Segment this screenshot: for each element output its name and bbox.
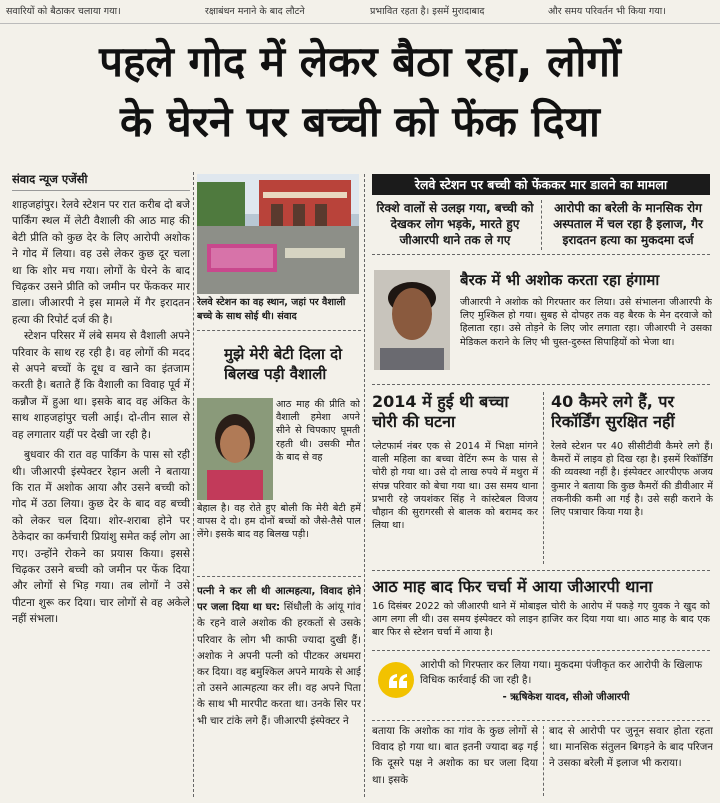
divider xyxy=(372,254,710,255)
column-divider xyxy=(193,172,194,797)
agency-byline: संवाद न्यूज एजेंसी xyxy=(12,172,88,186)
mother-box-heading: मुझे मेरी बेटी दिला दो बिलख पड़ी वैशाली xyxy=(224,345,342,383)
barrack-text: जीआरपी ने अशोक को गिरफ्तार कर लिया। उसे संभालना जीआरपी के लिए मुश्किल हो गया। सुबह से दोपहर तक वह बैरक के मेन दरवाजे को हिलाता रहा। उसे तोड़ने के लिए जोर लगाता रहा। जीआरपी ने उसका मेडिकल कराने के लिए भी चुस्त-दुरुस्त सिपाहियों को भेजा था। xyxy=(460,297,712,348)
top-strip-text-3: प्रभावित रहता है। इसमें मुरादाबाद xyxy=(370,6,485,17)
mother-photo xyxy=(197,398,273,500)
railway-box-left-sub: रिक्शे वालों से उलझ गया, बच्ची को देखकर लोग भड़के, मारते हुए जीआरपी थाने तक ले गए xyxy=(376,201,534,247)
story-2014-heading: 2014 में हुई थी बच्चा चोरी की घटना xyxy=(372,392,509,431)
main-story xyxy=(12,197,190,797)
railway-box-header: रेलवे स्टेशन पर बच्ची को फेंककर मार डालने का मामला xyxy=(372,174,710,195)
headline xyxy=(0,32,720,152)
mother-box-text-below: बेहाल है। वह रोते हुए बोली कि मेरी बेटी हमें वापस दे दो। हम दोनों बच्चों को जैसे-तैसे पाल लेंगे। इसके बाद वह बिलख पड़ी। xyxy=(197,503,361,541)
divider xyxy=(541,200,542,250)
railway-box-right-sub: आरोपी का बरेली के मानसिक रोग अस्पताल में चल रहा है इलाज, गैर इरादतन हत्या का मुकदमा दर्ज xyxy=(553,201,703,247)
divider xyxy=(543,392,544,564)
cameras-text: रेलवे स्टेशन पर 40 सीसीटीवी कैमरे लगे हैं। कैमरों में लाइव हो दिख रहा है। इसमें रिकॉर्डिंग की व्यवस्था नहीं है। इंस्पेक्टर आरपीएफ अजय कुमार ने बताया कि कुछ कैमरों की डीवीआर में तकनीकी कमी आ गई है। उसे सही कराने के लिए पत्राचार किया गया है। xyxy=(551,441,713,519)
divider xyxy=(372,720,710,721)
divider xyxy=(372,384,710,385)
accused-photo xyxy=(374,270,450,370)
quote-block xyxy=(420,658,712,716)
bottom-col-2: बाद से आरोपी पर जुनून सवार होता रहता था। मानसिक संतुलन बिगड़ने के बाद परिजन ने उसका बरेली में इलाज भी कराया। xyxy=(549,726,713,770)
divider xyxy=(372,570,710,571)
mother-photo-image xyxy=(197,398,273,500)
divider xyxy=(372,650,710,651)
headline-line-1: पहले गोद में लेकर बैठा रहा, लोगों xyxy=(99,37,621,86)
wife-story-lead: पत्नी ने कर ली थी आत्महत्या, विवाद होने पर जला दिया था घर: xyxy=(197,586,361,614)
station-photo-caption: रेलवे स्टेशन का वह स्थान, जहां पर वैशाली बच्चे के साथ सोई थी। संवाद xyxy=(197,297,346,322)
quote-text: आरोपी को गिरफ्तार कर लिया गया। मुकदमा पंजीकृत कर आरोपी के खिलाफ विधिक कार्रवाई की जा रही है। xyxy=(420,660,703,686)
accused-photo-image xyxy=(374,270,450,370)
divider xyxy=(197,576,361,577)
wife-story xyxy=(197,584,361,799)
byline-rule xyxy=(12,190,190,191)
quote-icon-mark xyxy=(378,662,414,698)
story-2014-text: प्लेटफार्म नंबर एक से 2014 में भिक्षा मांगने वाली महिला का बच्चा वेटिंग रूम के पास से चोरी हो गया था। उसे दो लाख रुपये में मथुरा में संपन्न परिवार को बेचा गया था। उस समय थाना प्रभारी रहे जयशंकर सिंह ने कांस्टेबल विजय चौहान की सुरागरसी से बालक को बरामद कर लिया था। xyxy=(372,441,538,532)
top-strip-text-2: रक्षाबंधन मनाने के बाद लौटने xyxy=(205,6,305,17)
wife-story-text: सिंधौली के आंयू गांव के रहने वाले अशोक की हरकतों से उसके परिवार के लोग भी काफी ज्यादा दुखी हैं। अशोक ने अपनी पत्नी को पीटकर अधमरा कर दिया। वह बमुश्किल अपने मायके से आई तो उसने आत्महत्या कर ली। वह अपने पिता के साथ भी मारपीट करता था। उनके सिर पर भी चार टांके लगे हैं। जीआरपी इंस्पेक्टर ने xyxy=(197,602,361,727)
main-story-para-3: बुधवार की रात वह पार्किंग के पास सो रही थी। जीआरपी इंस्पेक्टर रेहान अली ने बताया कि रात में अशोक आया और उसने बच्ची को गोद में उठा लिया। कुछ देर के बाद वह बच्ची को लेकर चल दिया। शोर-शराबा होने पर ठेकेदार का कर्मचारी प्रियांशु समेत कई लोग आ गए। उन्होंने रोकने का प्रयास किया। इससे चिढ़कर उसने बच्ची को जमीन पर फेंक दिया और लोगों से भिड़ गया। तब लोगों ने उसे पीटना शुरू कर दिया। चार लोगों से वह अकेले नहीं संभला। xyxy=(12,449,190,626)
main-story-para-1: शाहजहांपुर। रेलवे स्टेशन पर रात करीब दो बजे पार्किंग स्थल में लेटी वैशाली की आठ माह की बेटी प्रीति को कुछ देर के लिए आरोपी अशोक ने गोद में लिया। वह उसे लेकर कुछ दूर चला था कि शोर मच गया। लोगों के घेरने के बाद चिढ़कर उसने प्रीति को जमीन पर फेंककर मार डाला। जीआरपी ने इस मामले में गैर इरादतन हत्या की रिपोर्ट दर्ज की है। xyxy=(12,199,190,326)
top-strip-text-1: सवारियों को बैठाकर चलाया गया। xyxy=(6,6,121,17)
station-photo xyxy=(197,174,359,294)
divider xyxy=(197,330,361,331)
bottom-col-1: बताया कि अशोक का गांव के कुछ लोगों से विवाद हो गया था। बात इतनी ज्यादा बढ़ गई कि दूसरे पक्ष ने अशोक का घर जला दिया था। इसके xyxy=(372,726,538,786)
grp-station-heading: आठ माह बाद फिर चर्चा में आया जीआरपी थाना xyxy=(372,577,653,596)
divider xyxy=(543,726,544,796)
barrack-heading: बैरक में भी अशोक करता रहा हंगामा xyxy=(460,271,660,289)
quote-icon xyxy=(378,662,414,698)
top-strip-text-4: और समय परिवर्तन भी किया गया। xyxy=(548,6,666,17)
cameras-heading: 40 कैमरे लगे हैं, पर रिकॉर्डिंग सुरक्षित नहीं xyxy=(551,392,675,431)
column-divider xyxy=(364,174,365,797)
mother-box-text-side: आठ माह की प्रीति को वैशाली हमेशा अपने सीने से चिपकाए घूमती रहती थी। उसकी मौत के बाद से वह xyxy=(276,399,360,463)
headline-line-2: के घेरने पर बच्ची को फेंक दिया xyxy=(120,97,600,146)
grp-station-text: 16 दिसंबर 2022 को जीआरपी थाने में मोबाइल चोरी के आरोप में पकड़े गए युवक ने खुद को आग लगा ली थी। उस समय इंस्पेक्टर को लाइन हाजिर कर दिया गया था। आठ माह के बाद एक बार फिर से स्टेशन चर्चा में आया है। xyxy=(372,601,710,639)
quote-attribution: - ऋषिकेश यादव, सीओ जीआरपी xyxy=(502,692,630,703)
main-story-para-2: स्टेशन परिसर में लंबे समय से वैशाली अपने परिवार के साथ रह रही है। वह लोगों की मदद से अपने बच्चों के दूध व खाने का इंतजाम करती है। बताते हैं कि वैशाली का विवाह पूर्व में कन्नौज में हुआ था। इसके बाद वह अंकित के साथ शाहजहांपुर चली आई। दो-तीन साल से वह लगातार यहीं पर देखी जा रही है। xyxy=(12,330,190,441)
top-strip xyxy=(0,0,720,24)
station-photo-image xyxy=(197,174,359,294)
